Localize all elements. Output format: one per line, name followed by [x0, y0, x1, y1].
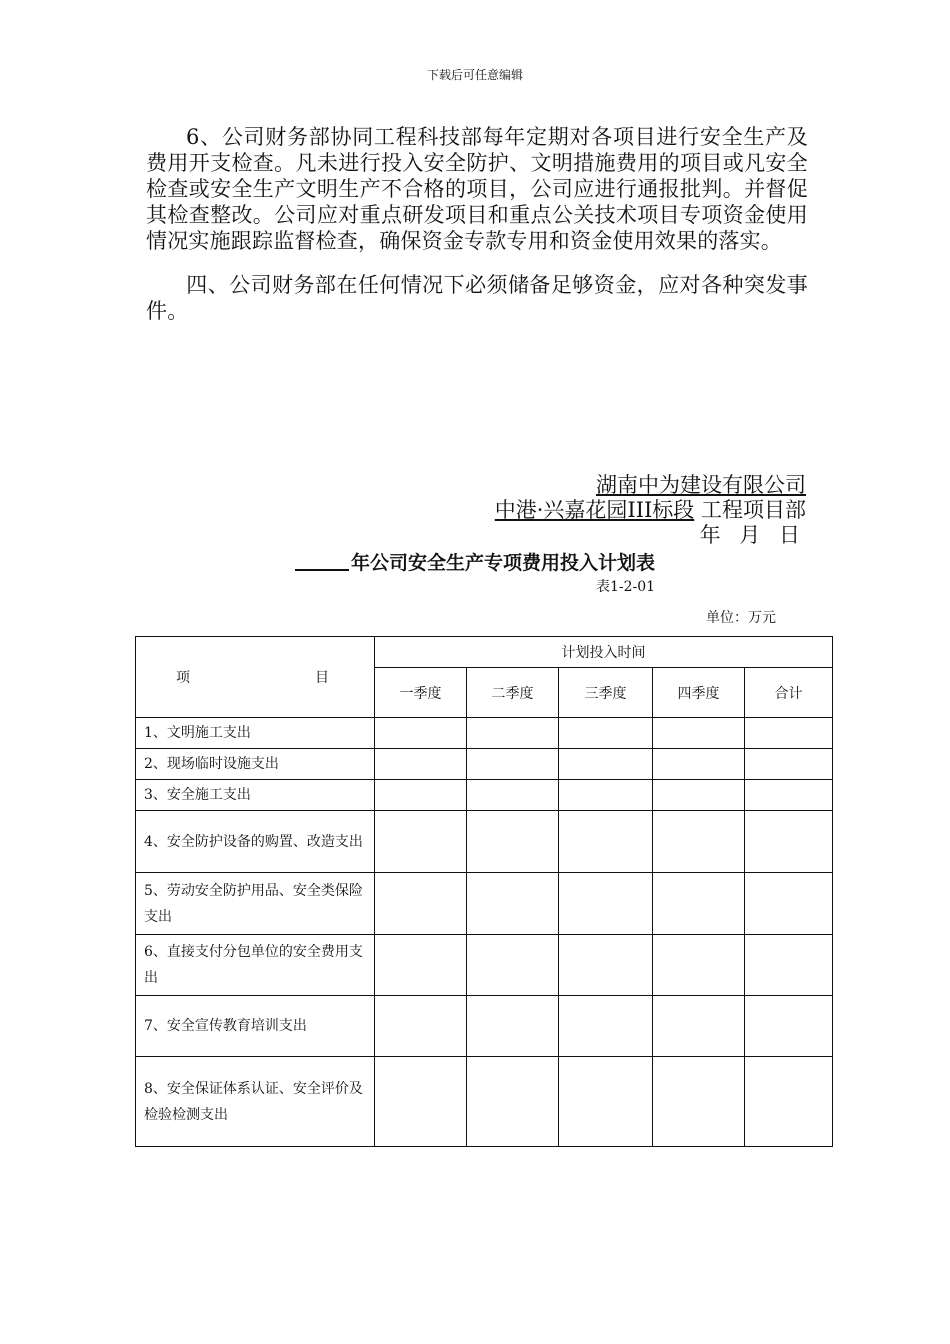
table-row — [136, 749, 833, 780]
table-cell[interactable] — [653, 718, 745, 749]
table-cell[interactable] — [745, 996, 833, 1057]
q1-header: 一季度 — [375, 668, 467, 718]
table-cell[interactable] — [375, 873, 467, 935]
safety-cost-plan-table — [135, 636, 833, 1147]
table-cell[interactable] — [467, 749, 559, 780]
row-item-label: 6、直接支付分包单位的安全费用支出 — [136, 935, 375, 996]
table-cell[interactable] — [559, 935, 653, 996]
table-cell[interactable] — [375, 1057, 467, 1147]
table-cell[interactable] — [375, 718, 467, 749]
table-title: 年公司安全生产专项费用投入计划表 — [0, 548, 950, 575]
row-item-label: 8、安全保证体系认证、安全评价及检验检测支出 — [136, 1057, 375, 1147]
project-name: 中港·兴嘉花园III标段 — [494, 498, 695, 522]
table-cell[interactable] — [559, 718, 653, 749]
row-item-label: 1、文明施工支出 — [136, 718, 375, 749]
table-cell[interactable] — [745, 780, 833, 811]
paragraph-4: 四、公司财务部在任何情况下必须储备足够资金，应对各种突发事件。 — [146, 273, 808, 323]
item-column-header: 项 目 — [136, 637, 375, 718]
table-cell[interactable] — [653, 935, 745, 996]
table-cell[interactable] — [375, 780, 467, 811]
year-blank — [295, 553, 349, 571]
total-header: 合计 — [745, 668, 833, 718]
row-item-label: 4、安全防护设备的购置、改造支出 — [136, 811, 375, 873]
project-department — [495, 497, 806, 523]
table-row — [136, 873, 833, 935]
table-row — [136, 996, 833, 1057]
table-cell[interactable] — [467, 873, 559, 935]
table-row — [136, 935, 833, 996]
table-cell[interactable] — [745, 935, 833, 996]
table-cell[interactable] — [745, 873, 833, 935]
table-cell[interactable] — [559, 873, 653, 935]
table-row — [136, 718, 833, 749]
table-cell[interactable] — [559, 780, 653, 811]
unit-label: 单位：万元 — [706, 610, 776, 626]
table-cell[interactable] — [745, 811, 833, 873]
row-item-label: 5、劳动安全防护用品、安全类保险支出 — [136, 873, 375, 935]
table-cell[interactable] — [467, 718, 559, 749]
table-cell[interactable] — [559, 996, 653, 1057]
q2-header: 二季度 — [467, 668, 559, 718]
table-cell[interactable] — [653, 996, 745, 1057]
table-cell[interactable] — [467, 780, 559, 811]
table-cell[interactable] — [467, 811, 559, 873]
table-code: 表1-2-01 — [596, 579, 656, 595]
signature-date: 年 月 日 — [699, 523, 806, 547]
header-note: 下载后可任意编辑 — [426, 68, 523, 82]
project-suffix: 工程项目部 — [701, 498, 806, 522]
table-cell[interactable] — [653, 749, 745, 780]
table-row — [136, 780, 833, 811]
table-cell[interactable] — [653, 873, 745, 935]
table-cell[interactable] — [745, 749, 833, 780]
row-item-label: 7、安全宣传教育培训支出 — [136, 996, 375, 1057]
table-cell[interactable] — [375, 749, 467, 780]
table-cell[interactable] — [745, 718, 833, 749]
q4-header: 四季度 — [653, 668, 745, 718]
table-cell[interactable] — [467, 935, 559, 996]
table-cell[interactable] — [375, 935, 467, 996]
planned-time-header: 计划投入时间 — [375, 637, 833, 668]
table-row — [136, 811, 833, 873]
table-cell[interactable] — [653, 780, 745, 811]
table-cell[interactable] — [467, 996, 559, 1057]
table-row — [136, 1057, 833, 1147]
company-name: 湖南中为建设有限公司 — [596, 473, 806, 497]
table-cell[interactable] — [375, 996, 467, 1057]
table-cell[interactable] — [653, 1057, 745, 1147]
table-cell[interactable] — [467, 1057, 559, 1147]
table-cell[interactable] — [375, 811, 467, 873]
table-cell[interactable] — [559, 749, 653, 780]
table-cell[interactable] — [745, 1057, 833, 1147]
q3-header: 三季度 — [559, 668, 653, 718]
table-cell[interactable] — [653, 811, 745, 873]
table-cell[interactable] — [559, 1057, 653, 1147]
row-item-label: 3、安全施工支出 — [136, 780, 375, 811]
table-cell[interactable] — [559, 811, 653, 873]
row-item-label: 2、现场临时设施支出 — [136, 749, 375, 780]
paragraph-6: 6、公司财务部协同工程科技部每年定期对各项目进行安全生产及费用开支检查。凡未进行投入安全防护、文明措施费用的项目或凡安全检查或安全生产文明生产不合格的项目，公司应进行通报批判。并督促其检查整改。公司应对重点研发项目和重点公关技术项目专项资金使用情况实施跟踪监督检查，确保资金专款专用和资金使用效果的落实。 — [146, 125, 808, 253]
